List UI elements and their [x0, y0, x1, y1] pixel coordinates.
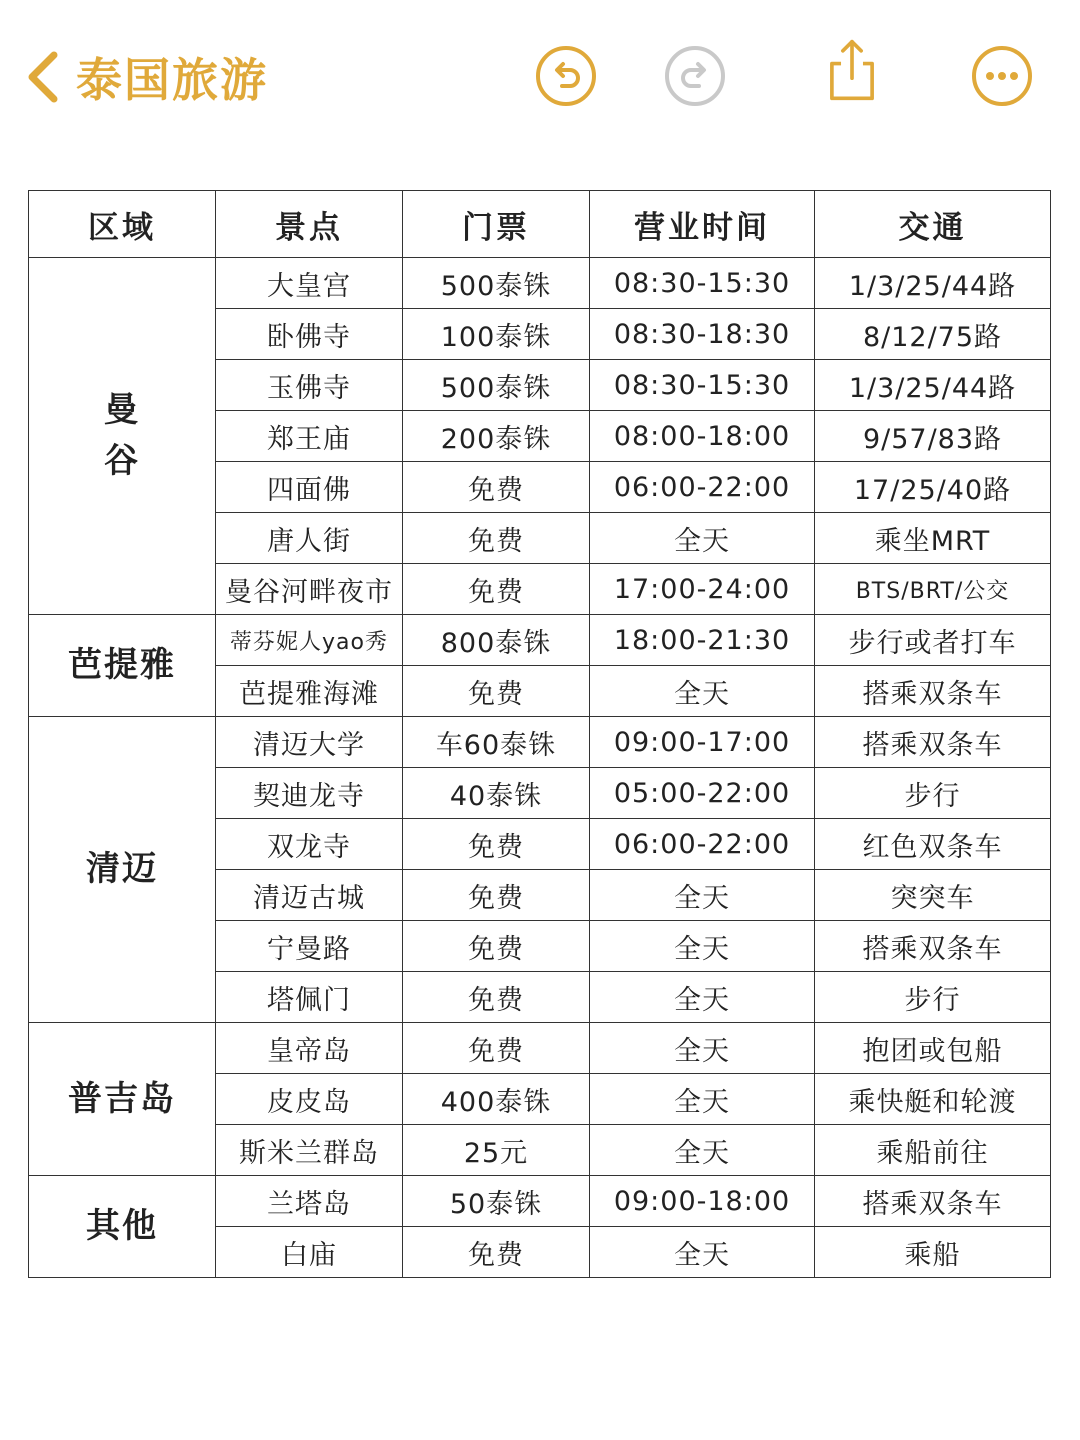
transport-cell: 9/57/83路 — [815, 411, 1051, 462]
transport-cell: BTS/BRT/公交 — [815, 564, 1051, 615]
attraction-cell: 四面佛 — [216, 462, 403, 513]
top-toolbar — [0, 0, 1080, 150]
transport-cell: 搭乘双条车 — [815, 666, 1051, 717]
hours-cell: 全天 — [590, 1074, 815, 1125]
region-cell: 芭提雅 — [29, 615, 216, 717]
attraction-cell: 兰塔岛 — [216, 1176, 403, 1227]
header-ticket: 门票 — [403, 191, 590, 258]
attraction-cell: 双龙寺 — [216, 819, 403, 870]
ticket-cell: 25元 — [403, 1125, 590, 1176]
ticket-cell: 车60泰铢 — [403, 717, 590, 768]
hours-cell: 06:00-22:00 — [590, 462, 815, 513]
hours-cell: 06:00-22:00 — [590, 819, 815, 870]
transport-cell: 搭乘双条车 — [815, 717, 1051, 768]
transport-cell: 红色双条车 — [815, 819, 1051, 870]
chevron-left-icon — [22, 49, 62, 105]
transport-cell: 步行或者打车 — [815, 615, 1051, 666]
ticket-cell: 免费 — [403, 921, 590, 972]
hours-cell: 全天 — [590, 972, 815, 1023]
ticket-cell: 免费 — [403, 666, 590, 717]
attraction-cell: 塔佩门 — [216, 972, 403, 1023]
attraction-cell: 清迈大学 — [216, 717, 403, 768]
transport-cell: 乘船前往 — [815, 1125, 1051, 1176]
attraction-cell: 郑王庙 — [216, 411, 403, 462]
transport-cell: 8/12/75路 — [815, 309, 1051, 360]
attractions-table — [28, 190, 1051, 1278]
transport-cell: 步行 — [815, 768, 1051, 819]
table-row — [29, 717, 1051, 768]
transport-cell: 17/25/40路 — [815, 462, 1051, 513]
hours-cell: 08:30-18:30 — [590, 309, 815, 360]
attraction-cell: 玉佛寺 — [216, 360, 403, 411]
header-region: 区域 — [29, 191, 216, 258]
region-char: 曼 — [104, 390, 140, 430]
ticket-cell: 免费 — [403, 972, 590, 1023]
attraction-cell: 芭提雅海滩 — [216, 666, 403, 717]
attraction-cell: 宁曼路 — [216, 921, 403, 972]
ticket-cell: 免费 — [403, 870, 590, 921]
ticket-cell: 免费 — [403, 462, 590, 513]
transport-cell: 乘快艇和轮渡 — [815, 1074, 1051, 1125]
ticket-cell: 免费 — [403, 1023, 590, 1074]
transport-cell: 步行 — [815, 972, 1051, 1023]
transport-cell: 搭乘双条车 — [815, 1176, 1051, 1227]
hours-cell: 08:30-15:30 — [590, 360, 815, 411]
ticket-cell: 800泰铢 — [403, 615, 590, 666]
attraction-cell: 卧佛寺 — [216, 309, 403, 360]
hours-cell: 全天 — [590, 1227, 815, 1278]
region-cell — [29, 258, 216, 615]
redo-icon — [663, 44, 727, 108]
table-header-row — [29, 191, 1051, 258]
transport-cell: 抱团或包船 — [815, 1023, 1051, 1074]
ticket-cell: 免费 — [403, 564, 590, 615]
region-cell: 其他 — [29, 1176, 216, 1278]
attraction-cell: 白庙 — [216, 1227, 403, 1278]
region-cell: 清迈 — [29, 717, 216, 1023]
ticket-cell: 免费 — [403, 819, 590, 870]
attraction-cell: 唐人街 — [216, 513, 403, 564]
hours-cell: 全天 — [590, 666, 815, 717]
table-row — [29, 1176, 1051, 1227]
attraction-cell: 蒂芬妮人yao秀 — [216, 615, 403, 666]
attraction-cell: 皇帝岛 — [216, 1023, 403, 1074]
attraction-cell: 曼谷河畔夜市 — [216, 564, 403, 615]
page-title: 泰国旅游 — [76, 53, 268, 107]
hours-cell: 全天 — [590, 921, 815, 972]
header-hours: 营业时间 — [590, 191, 815, 258]
back-button[interactable] — [22, 46, 268, 108]
attraction-cell: 皮皮岛 — [216, 1074, 403, 1125]
hours-cell: 09:00-17:00 — [590, 717, 815, 768]
transport-cell: 突突车 — [815, 870, 1051, 921]
transport-cell: 乘坐MRT — [815, 513, 1051, 564]
hours-cell: 08:00-18:00 — [590, 411, 815, 462]
ticket-cell: 免费 — [403, 513, 590, 564]
ticket-cell: 50泰铢 — [403, 1176, 590, 1227]
attraction-cell: 斯米兰群岛 — [216, 1125, 403, 1176]
hours-cell: 全天 — [590, 513, 815, 564]
more-icon — [970, 44, 1034, 108]
transport-cell: 1/3/25/44路 — [815, 258, 1051, 309]
header-transport: 交通 — [815, 191, 1051, 258]
transport-cell: 搭乘双条车 — [815, 921, 1051, 972]
table-row — [29, 615, 1051, 666]
undo-button[interactable] — [534, 44, 598, 108]
header-attraction: 景点 — [216, 191, 403, 258]
transport-cell: 1/3/25/44路 — [815, 360, 1051, 411]
region-cell: 普吉岛 — [29, 1023, 216, 1176]
redo-button[interactable] — [663, 44, 727, 108]
ticket-cell: 100泰铢 — [403, 309, 590, 360]
ticket-cell: 400泰铢 — [403, 1074, 590, 1125]
region-char: 谷 — [104, 441, 140, 481]
attraction-cell: 契迪龙寺 — [216, 768, 403, 819]
hours-cell: 05:00-22:00 — [590, 768, 815, 819]
hours-cell: 09:00-18:00 — [590, 1176, 815, 1227]
ticket-cell: 500泰铢 — [403, 258, 590, 309]
ticket-cell: 500泰铢 — [403, 360, 590, 411]
share-icon — [820, 38, 884, 102]
ticket-cell: 200泰铢 — [403, 411, 590, 462]
share-button[interactable] — [820, 38, 884, 102]
hours-cell: 18:00-21:30 — [590, 615, 815, 666]
hours-cell: 全天 — [590, 870, 815, 921]
hours-cell: 08:30-15:30 — [590, 258, 815, 309]
attraction-cell: 大皇宫 — [216, 258, 403, 309]
undo-icon — [534, 44, 598, 108]
hours-cell: 全天 — [590, 1125, 815, 1176]
table-row — [29, 1023, 1051, 1074]
ticket-cell: 免费 — [403, 1227, 590, 1278]
more-button[interactable] — [970, 44, 1034, 108]
table-row — [29, 258, 1051, 309]
hours-cell: 全天 — [590, 1023, 815, 1074]
ticket-cell: 40泰铢 — [403, 768, 590, 819]
transport-cell: 乘船 — [815, 1227, 1051, 1278]
attraction-cell: 清迈古城 — [216, 870, 403, 921]
hours-cell: 17:00-24:00 — [590, 564, 815, 615]
